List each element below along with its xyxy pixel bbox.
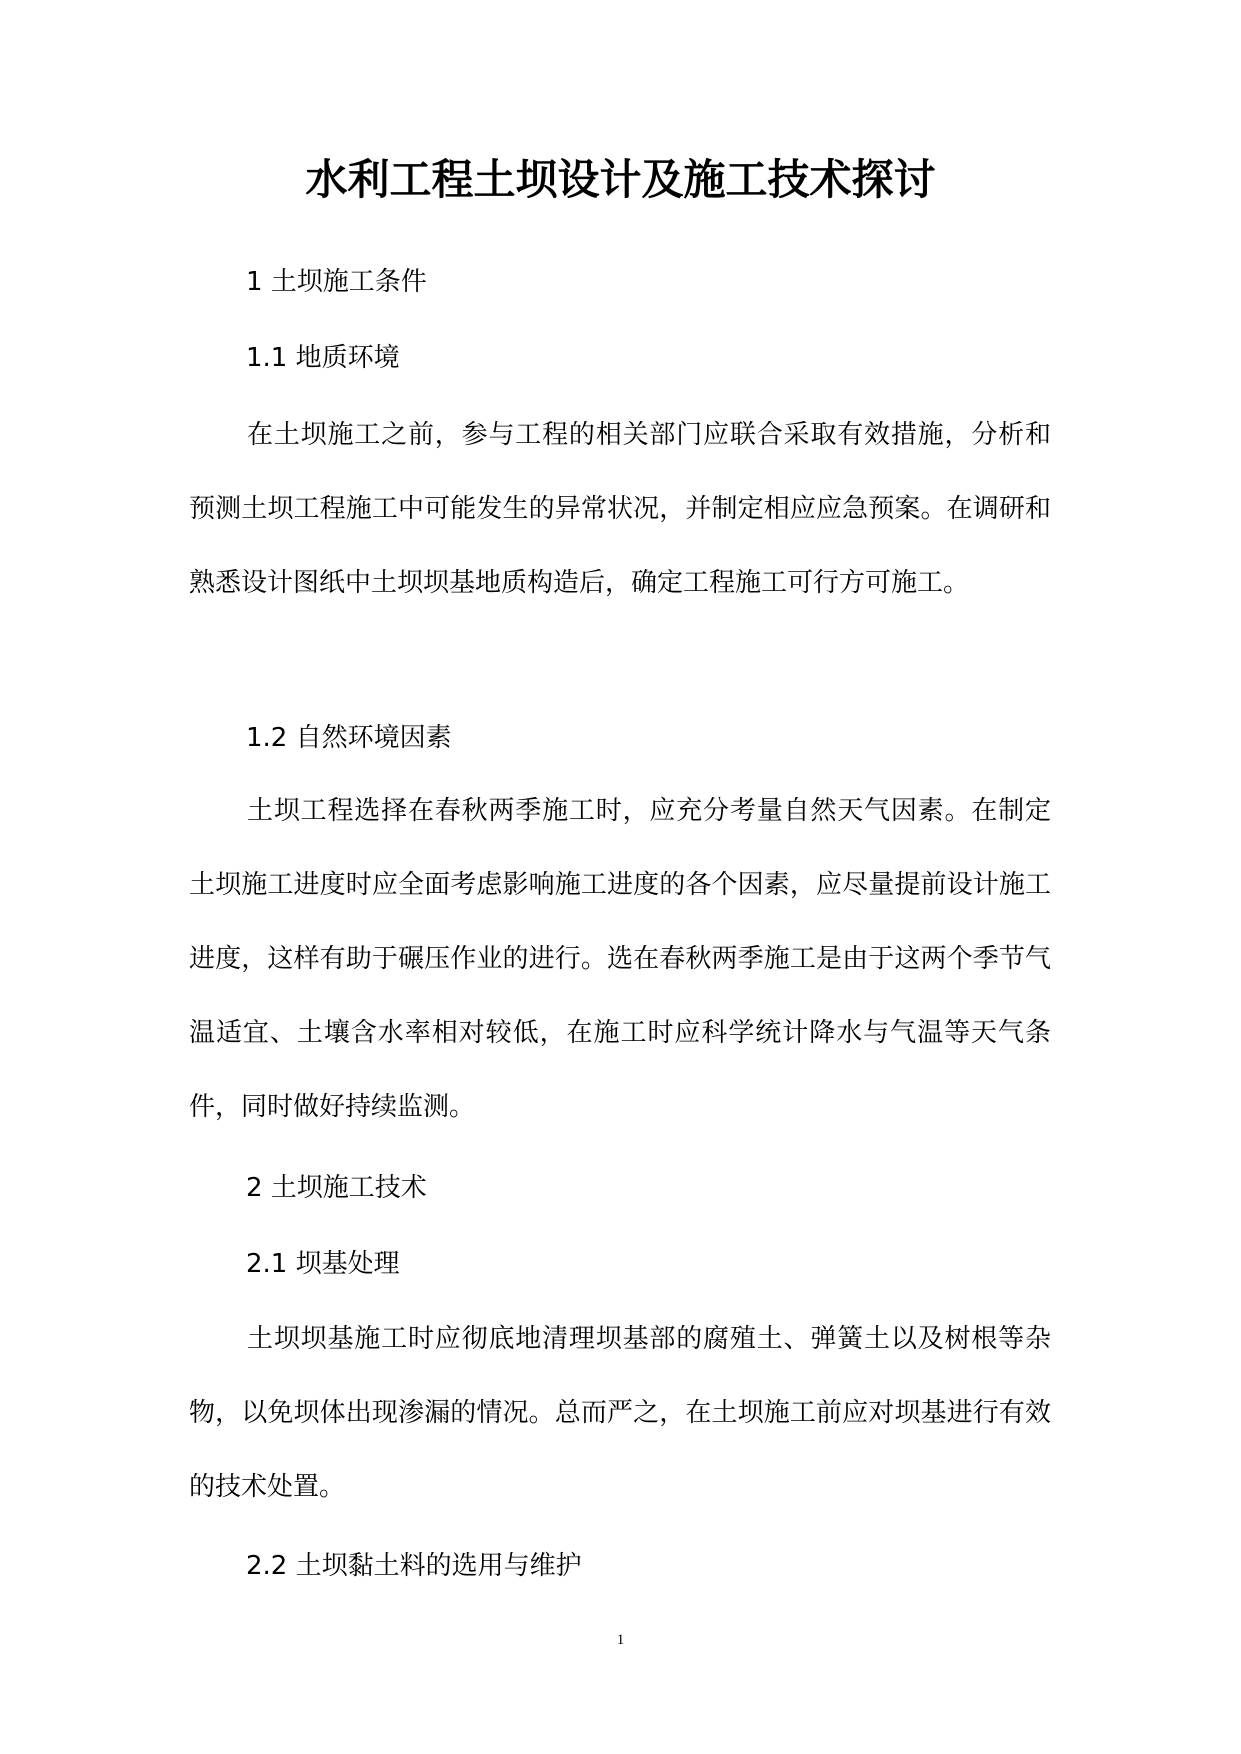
section-heading-2-1: 2.1 坝基处理 <box>246 1249 400 1279</box>
section-heading-2-2: 2.2 土坝黏土料的选用与维护 <box>246 1551 582 1581</box>
page-number: 1 <box>616 1632 625 1648</box>
section-heading-2: 2 土坝施工技术 <box>246 1173 427 1203</box>
paragraph-natural-environment: 土坝工程选择在春秋两季施工时，应充分考量自然天气因素。在制定土坝施工进度时应全面考虑影响施工进度的各个因素，应尽量提前设计施工进度，这样有助于碾压作业的进行。选在春秋两季施工是由于这两个季节气温适宜、土壤含水率相对较低，在施工时应科学统计降水与气温等天气条件，同时做好持续监测。 <box>189 796 1051 1122</box>
page-title: 水利工程土坝设计及施工技术探讨 <box>305 155 936 204</box>
paragraph-geology: 在土坝施工之前，参与工程的相关部门应联合采取有效措施，分析和预测土坝工程施工中可能发生的异常状况，并制定相应应急预案。在调研和熟悉设计图纸中土坝坝基地质构造后，确定工程施工可行方可施工。 <box>189 420 1051 598</box>
section-heading-1-1: 1.1 地质环境 <box>246 343 400 373</box>
section-heading-1: 1 土坝施工条件 <box>246 267 427 297</box>
section-heading-1-2: 1.2 自然环境因素 <box>246 723 452 753</box>
paragraph-dam-foundation: 土坝坝基施工时应彻底地清理坝基部的腐殖土、弹簧土以及树根等杂物，以免坝体出现渗漏的情况。总而严之，在土坝施工前应对坝基进行有效的技术处置。 <box>189 1324 1051 1502</box>
